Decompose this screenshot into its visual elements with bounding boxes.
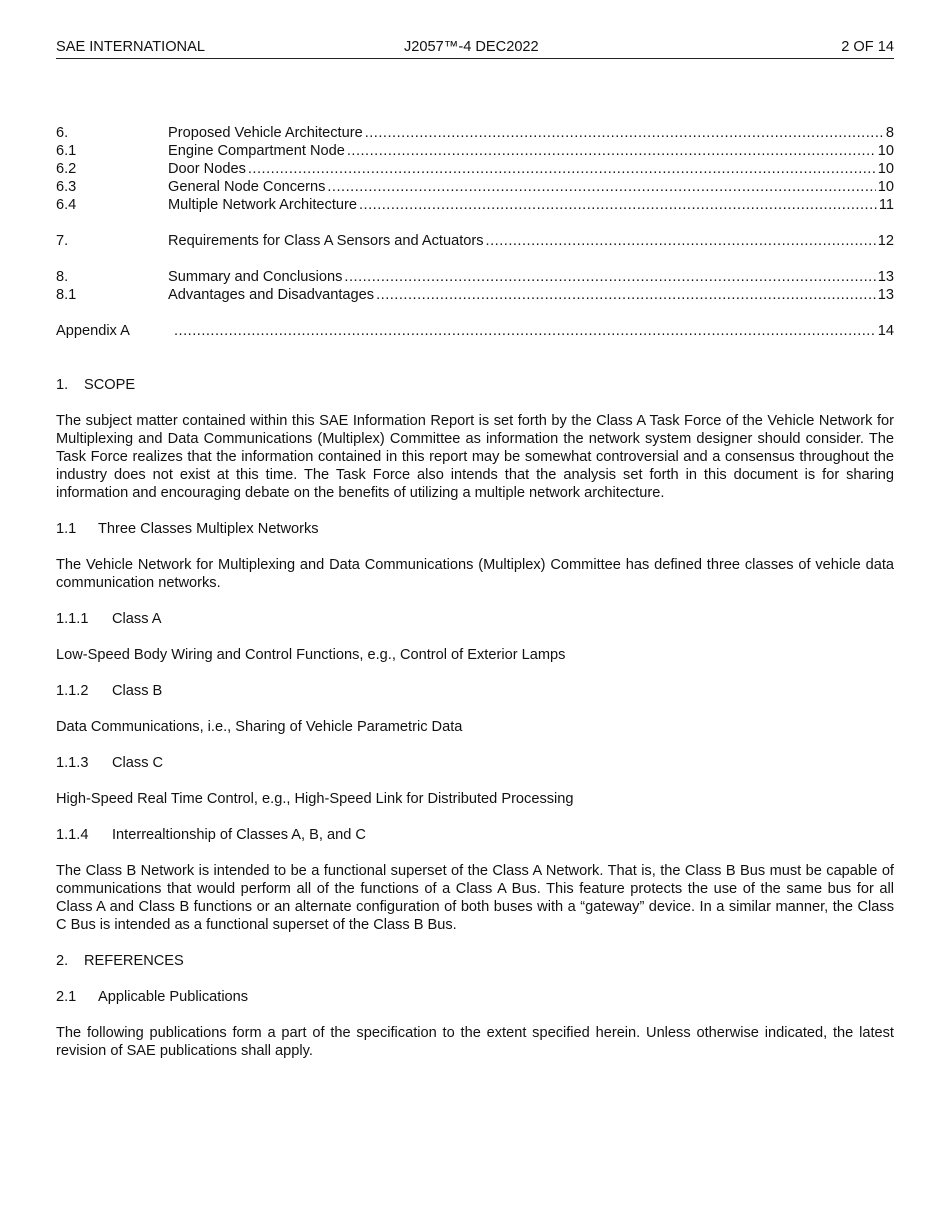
section-title: SCOPE [84, 377, 136, 393]
section-heading-class-c [56, 754, 894, 772]
toc-entry[interactable] [56, 178, 894, 196]
toc-entry[interactable] [56, 232, 894, 250]
document-body [56, 376, 894, 1060]
header-page-number: 2 OF 14 [841, 39, 894, 55]
section-number: 2. [56, 953, 69, 969]
toc-leader-dots [376, 286, 876, 304]
section-title: Interrealtionship of Classes A, B, and C [112, 827, 366, 843]
toc-leader-dots [365, 124, 884, 142]
toc-entry-number: 6.1 [56, 143, 77, 159]
toc-leader-dots [344, 268, 875, 286]
section-number: 1.1.2 [56, 683, 89, 699]
toc-entry-number: 8.1 [56, 287, 77, 303]
toc-entry-number: 6.2 [56, 161, 77, 177]
toc-entry-page: 13 [877, 287, 894, 303]
toc-entry-page: 10 [877, 161, 894, 177]
toc-entry[interactable] [56, 322, 894, 340]
page-header [56, 38, 894, 59]
toc-entry-title: Summary and Conclusions [168, 269, 343, 285]
toc-entry-page: 10 [877, 143, 894, 159]
toc-entry-page: 10 [877, 179, 894, 195]
toc-entry-page: 12 [877, 233, 894, 249]
toc-leader-dots [248, 160, 876, 178]
toc-entry-number: 7. [56, 233, 69, 249]
section-title: Class C [112, 755, 164, 771]
toc-entry-page: 13 [877, 269, 894, 285]
toc-leader-dots [174, 322, 876, 340]
toc-entry-title: Engine Compartment Node [168, 143, 345, 159]
toc-entry-title: General Node Concerns [168, 179, 326, 195]
section-heading-class-b [56, 682, 894, 700]
class-a-paragraph: Low-Speed Body Wiring and Control Functions, e.g., Control of Exterior Lamps [56, 647, 566, 663]
toc-entry-title: Requirements for Class A Sensors and Actuators [168, 233, 484, 249]
toc-entry[interactable] [56, 268, 894, 286]
section-number: 1.1.4 [56, 827, 89, 843]
three-classes-paragraph: The Vehicle Network for Multiplexing and Data Communications (Multiplex) Committee has defined three classes of vehicle data communication networks. [56, 557, 894, 591]
section-title: Three Classes Multiplex Networks [98, 521, 319, 537]
section-title: REFERENCES [84, 953, 184, 969]
section-heading-scope [56, 376, 894, 394]
toc-entry-title: Advantages and Disadvantages [168, 287, 375, 303]
section-heading-class-a [56, 610, 894, 628]
toc-entry[interactable] [56, 196, 894, 214]
section-heading-three-classes [56, 520, 894, 538]
section-number: 1. [56, 377, 69, 393]
interrelationship-paragraph: The Class B Network is intended to be a functional superset of the Class A Network. That is, the Class B Bus must be capable of communications that would perform all of the functions of a Class A Bus. This feature protects the use of the same bus for all Class A and Class B functions or an alternate configuration of both buses with a “gateway” device. In a similar manner, the Class C Bus is intended as a functional superset of the Class B Bus. [56, 863, 894, 933]
toc-entry-number: 6.3 [56, 179, 77, 195]
toc-entry[interactable] [56, 124, 894, 142]
toc-entry-title: Multiple Network Architecture [168, 197, 357, 213]
section-title: Class B [112, 683, 163, 699]
toc-leader-dots [347, 142, 876, 160]
toc-entry-title: Door Nodes [168, 161, 246, 177]
header-document-id: J2057™-4 DEC2022 [404, 39, 539, 55]
table-of-contents [56, 124, 894, 340]
toc-entry-number: 6. [56, 125, 69, 141]
toc-entry-title: Proposed Vehicle Architecture [168, 125, 363, 141]
toc-entry-number: Appendix A [56, 323, 130, 339]
section-number: 1.1 [56, 521, 77, 537]
section-number: 2.1 [56, 989, 77, 1005]
toc-spacer [56, 214, 894, 232]
toc-entry-page: 11 [878, 197, 894, 213]
toc-spacer [56, 250, 894, 268]
class-b-paragraph: Data Communications, i.e., Sharing of Vehicle Parametric Data [56, 719, 463, 735]
toc-entry[interactable] [56, 286, 894, 304]
toc-entry-number: 6.4 [56, 197, 77, 213]
scope-paragraph: The subject matter contained within this SAE Information Report is set forth by the Class A Task Force of the Vehicle Network for Multiplexing and Data Communications (Multiplex) Committee as information the network system designer should consider. The Task Force realizes that the information contained in this report may be somewhat controversial and a consensus throughout the industry does not exist at this time. The Task Force also intends that the analysis set forth in this document is for sharing information and encouraging debate on the benefits of utilizing a multiple network architecture. [56, 413, 894, 501]
toc-leader-dots [359, 196, 877, 214]
toc-entry-page: 14 [877, 323, 894, 339]
section-heading-references [56, 952, 894, 970]
section-heading-interrelationship [56, 826, 894, 844]
applicable-publications-paragraph: The following publications form a part of the specification to the extent specified herein. Unless otherwise indicated, the latest revision of SAE publications shall apply. [56, 1025, 894, 1059]
class-c-paragraph: High-Speed Real Time Control, e.g., High-Speed Link for Distributed Processing [56, 791, 574, 807]
header-organization: SAE INTERNATIONAL [56, 39, 205, 55]
section-title: Applicable Publications [98, 989, 249, 1005]
section-title: Class A [112, 611, 162, 627]
toc-leader-dots [486, 232, 876, 250]
section-number: 1.1.1 [56, 611, 89, 627]
toc-leader-dots [327, 178, 875, 196]
section-number: 1.1.3 [56, 755, 89, 771]
toc-entry[interactable] [56, 142, 894, 160]
toc-entry-number: 8. [56, 269, 69, 285]
toc-entry[interactable] [56, 160, 894, 178]
toc-entry-page: 8 [885, 125, 894, 141]
toc-spacer [56, 304, 894, 322]
section-heading-applicable-publications [56, 988, 894, 1006]
